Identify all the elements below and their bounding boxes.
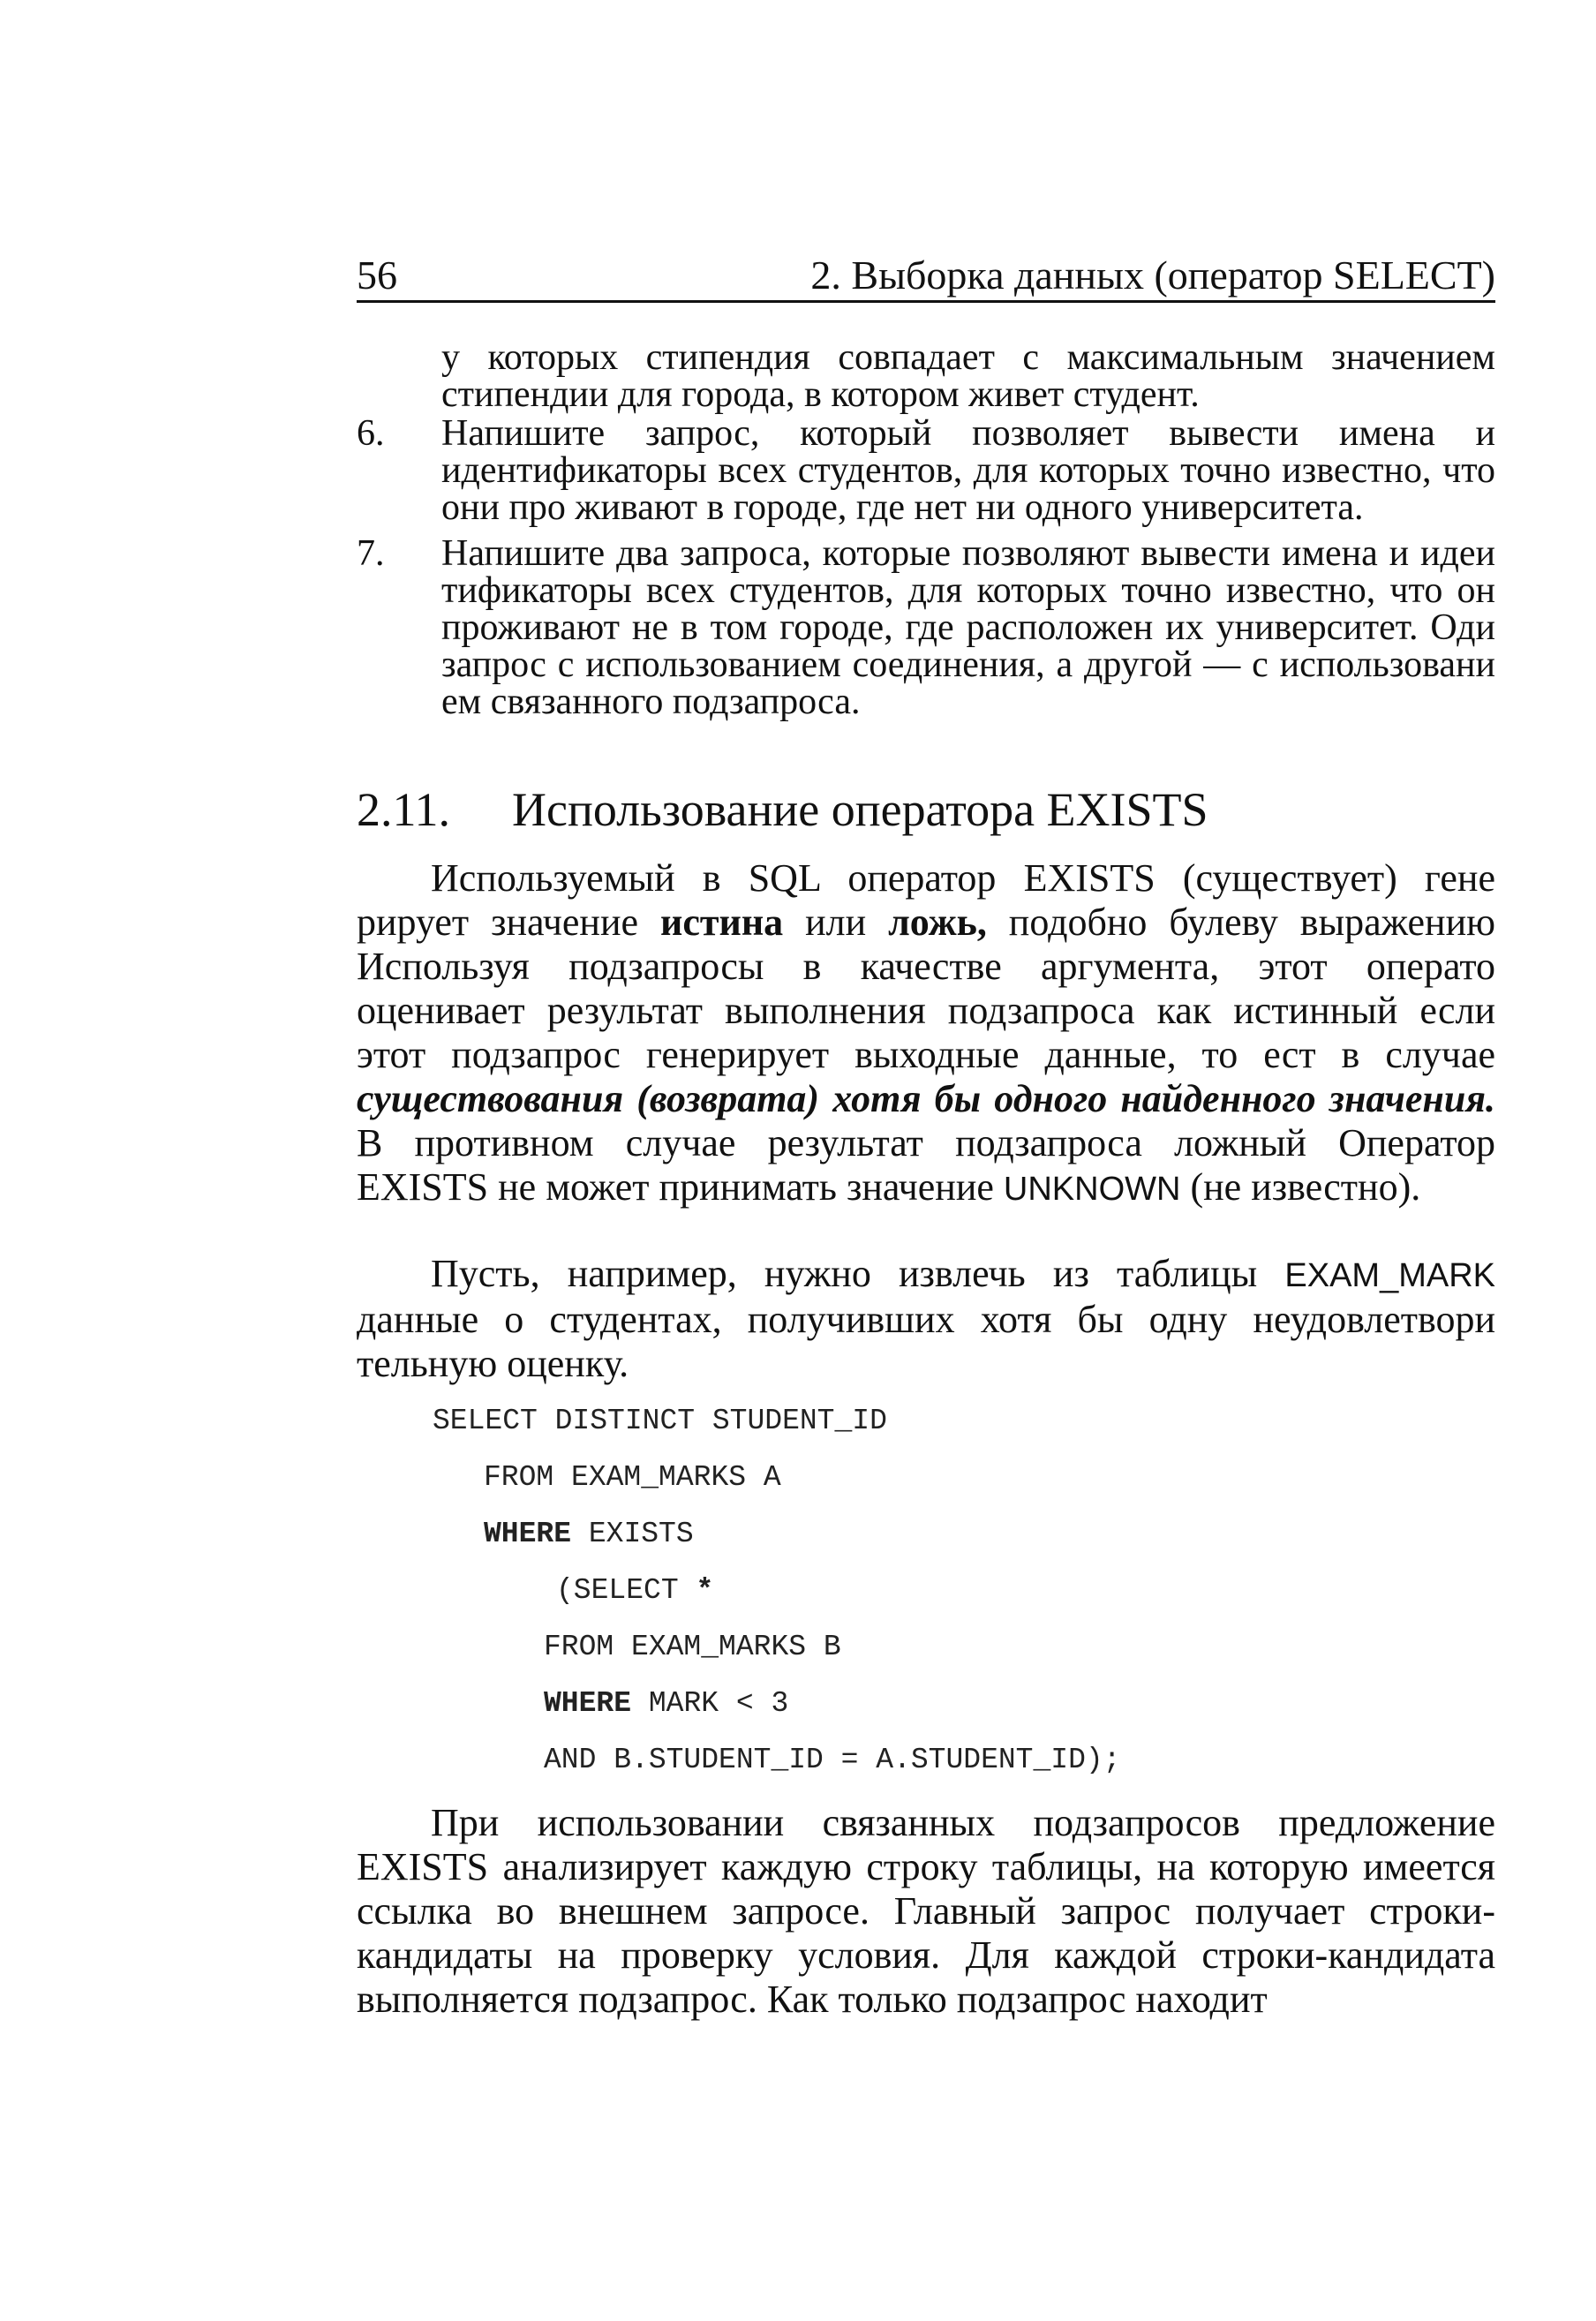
section-number: 2.11. [357,783,450,836]
text-run: данные о студентах, получивших хотя бы одну неудовлетвори тельную оценку. [357,1298,1495,1385]
section-title: Использование оператора EXISTS [512,783,1208,836]
list-marker: 7. [357,533,385,574]
text-run: Пусть, например, нужно извлечь из таблицы [431,1252,1285,1295]
paragraph [357,1252,1495,1386]
text-run: Используемый в SQL оператор EXISTS (существует) гене рирует значение [357,856,1495,944]
code-line [556,1573,713,1609]
text-run: (не известно). [1180,1165,1421,1209]
text-run: подобно булеву выражению Используя подзапросы в качестве аргумента, этот операто оценивает результат выполнения подзапроса как истинный если этот подзапрос генерирует выходные данные, то ест в случае [357,901,1495,1076]
inline-term: UNKNOWN [1003,1171,1181,1208]
code-text: (SELECT [556,1574,696,1607]
list-item-text: Напишите запрос, который позволяет вывести имена и идентификаторы всех студентов, для которых точно известно, что они про живают в городе, где нет ни одного университета. [441,413,1495,528]
code-line: AND B.STUDENT_ID = A.STUDENT_ID); [544,1744,1121,1776]
bold-term: истина [659,901,784,944]
code-line [484,1517,694,1552]
page-header [357,251,1495,303]
paragraph: При использовании связанных подзапросов предложение EXISTS анализирует каждую строку таблицы, на которую имеется ссылка во внешнем запросе. Главный запрос получает строки-кандидаты на проверку условия. Для каждой строки-кандидата выполняется подзапрос. Как только подзапрос находит [357,1801,1495,2021]
list-continuation: у которых стипендия совпадает с максимальным значением стипендии для города, в котором живет студент. [441,337,1495,415]
text-run: В противном случае результат подзапроса ложный Оператор EXISTS не может принимать значение [357,1121,1495,1209]
code-line: SELECT DISTINCT STUDENT_ID [433,1405,887,1437]
code-line: FROM EXAM_MARKS A [484,1461,781,1494]
code-line: FROM EXAM_MARKS B [544,1631,841,1663]
list-item-text: Напишите два запроса, которые позволяют вывести имена и идеи тификаторы всех студентов, для которых точно известно, что он проживают не в том городе, где расположен их университет. Оди запрос с использованием соединения, а другой — с использовани ем связанного подзапроса. [441,533,1495,722]
list-item [357,415,1495,526]
code-keyword: WHERE [544,1687,632,1720]
code-text: MARK < 3 [631,1687,789,1720]
list-item [357,535,1495,720]
code-keyword: WHERE [484,1518,572,1550]
section-heading [357,781,1495,838]
list-marker: 6. [357,413,385,454]
code-text: EXISTS [571,1518,694,1550]
code-line [544,1686,788,1722]
running-title: 2. Выборка данных (оператор SELECT) [810,252,1495,298]
page-number: 56 [357,252,397,298]
text-run: или [783,901,889,944]
paragraph [357,856,1495,1211]
inline-term: EXAM_MARK [1284,1257,1495,1294]
emphasis: существования (возврата) хотя бы одного найденного значения. [357,1077,1495,1120]
code-keyword: * [696,1574,714,1607]
bold-term: ложь, [888,901,987,944]
